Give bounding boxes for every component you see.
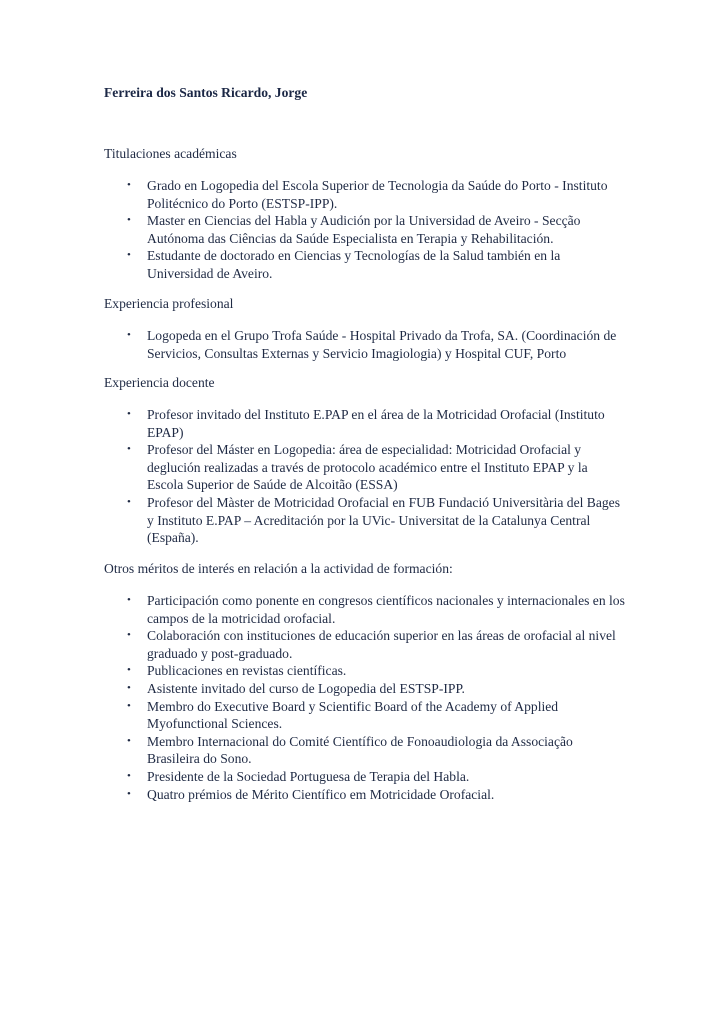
list-item-text: Logopeda en el Grupo Trofa Saúde - Hospital Privado da Trofa, SA. (Coordinación de Servicios, Consultas Externas y Servicio Imagiologia) y Hospital CUF, Porto	[147, 328, 617, 361]
section-title: Experiencia profesional	[104, 296, 234, 311]
bullet-icon: •	[127, 329, 131, 341]
list-item-text: Quatro prémios de Mérito Científico em Motricidade Orofacial.	[147, 786, 495, 802]
bullet-icon: •	[127, 787, 131, 800]
list-item	[104, 441, 627, 494]
list-item	[104, 627, 627, 662]
bullet-icon: •	[127, 249, 131, 262]
bullet-icon: •	[127, 443, 131, 456]
list-item	[104, 494, 627, 547]
list-item	[104, 733, 627, 768]
bullet-icon: •	[127, 681, 131, 694]
bullet-icon: •	[127, 594, 131, 606]
list-item-text: Profesor del Màster de Motricidad Orofacial en FUB Fundació Universitària del Bages y Instituto E.PAP – Acreditación por la UVic- Universitat de la Catalunya Central (España).	[147, 494, 621, 546]
bullet-icon: •	[127, 214, 131, 227]
list-item	[104, 786, 627, 804]
bullet-icon: •	[127, 629, 131, 642]
section-academic-degrees	[104, 145, 624, 283]
list-item-text: Asistente invitado del curso de Logopedia del ESTSP-IPP.	[147, 680, 465, 696]
section-title: Experiencia docente	[104, 375, 215, 390]
list-item-text: Presidente de la Sociedad Portuguesa de Terapia del Habla.	[147, 768, 470, 784]
list-item-text: Publicaciones en revistas científicas.	[147, 663, 347, 679]
list-item	[104, 177, 627, 212]
list-item	[104, 680, 627, 698]
section-other-merits	[104, 560, 624, 803]
list-item-text: Colaboración con instituciones de educación superior en las áreas de orofacial al nivel graduado y post-graduado.	[147, 628, 616, 661]
list-item	[104, 698, 627, 733]
bullet-icon: •	[127, 769, 131, 782]
list-item	[104, 406, 627, 441]
bullet-icon: •	[127, 408, 131, 420]
list-item	[104, 768, 627, 786]
section-professional-experience	[104, 295, 624, 362]
list-item-text: Membro Internacional do Comité Científico de Fonoaudiologia da Associação Brasileira do Sono.	[147, 733, 573, 767]
list-item	[104, 327, 627, 362]
document-author-name: Ferreira dos Santos Ricardo, Jorge	[104, 85, 308, 100]
bullet-list	[104, 177, 624, 283]
bullet-list	[104, 592, 624, 803]
section-teaching-experience	[104, 374, 624, 547]
list-item-text: Estudante de doctorado en Ciencias y Tecnologías de la Salud también en la Universidad de Aveiro.	[147, 248, 561, 281]
list-item	[104, 247, 627, 282]
list-item	[104, 662, 627, 680]
list-item-text: Profesor invitado del Instituto E.PAP en el área de la Motricidad Orofacial (Instituto EPAP)	[147, 407, 605, 440]
bullet-icon: •	[127, 179, 131, 191]
bullet-icon: •	[127, 699, 131, 712]
bullet-list	[104, 406, 624, 547]
bullet-icon: •	[127, 734, 131, 747]
list-item-text: Membro do Executive Board y Scientific Board of the Academy of Applied Myofunctional Sciences.	[147, 698, 559, 732]
list-item-text: Master en Ciencias del Habla y Audición por la Universidad de Aveiro - Secção Autónoma das Ciências da Saúde Especialista en Terapia y Rehabilitación.	[147, 213, 581, 246]
list-item-text: Participación como ponente en congresos científicos nacionales y internacionales en los campos de la motricidad orofacial.	[147, 593, 625, 626]
section-title: Otros méritos de interés en relación a la actividad de formación:	[104, 561, 453, 576]
list-item	[104, 212, 627, 247]
bullet-list	[104, 327, 624, 362]
list-item-text: Grado en Logopedia del Escola Superior de Tecnologia da Saúde do Porto - Instituto Politécnico do Porto (ESTSP-IPP).	[147, 178, 608, 211]
section-title: Titulaciones académicas	[104, 146, 237, 161]
list-item	[104, 592, 627, 627]
bullet-icon: •	[127, 495, 131, 508]
list-item-text: Profesor del Máster en Logopedia: área de especialidad: Motricidad Orofacial y deglución realizadas a través de protocolo académico entre el Instituto EPAP y la Escola Superior de Saúde de Alcoitão (ESSA)	[147, 442, 588, 493]
bullet-icon: •	[127, 664, 131, 677]
